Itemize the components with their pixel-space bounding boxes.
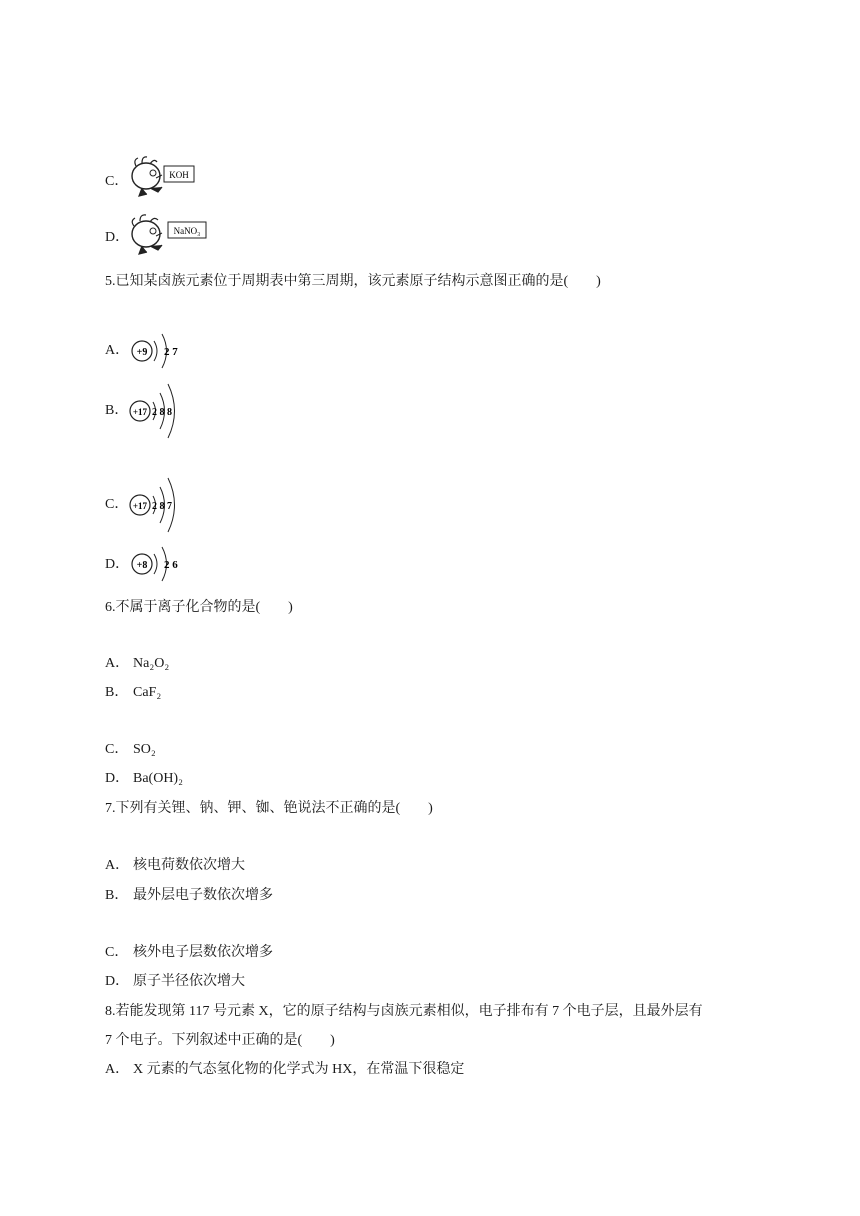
q7-option-a: A． 核电荷数依次增大	[105, 858, 245, 873]
q6-option-b: B． CaF₂	[105, 685, 162, 700]
svg-text:+17: +17	[132, 407, 148, 417]
q5-option-b: B．	[105, 403, 129, 418]
q5-option-c: C．	[105, 497, 129, 512]
q7-stem: 7.下列有关锂、钠、钾、铷、铯说法不正确的是( )	[105, 801, 433, 816]
q6-option-c: C． SO₂	[105, 742, 156, 757]
q7-option-b: B． 最外层电子数依次增多	[105, 888, 273, 903]
q4-option-d-illustration	[128, 212, 210, 263]
q5-option-b-diagram	[128, 380, 188, 447]
q8-option-a: A． X 元素的气态氢化物的化学式为 HX，在常温下很稳定	[105, 1062, 465, 1077]
svg-text:2 6: 2 6	[164, 559, 178, 571]
q5-option-d-diagram	[128, 541, 188, 592]
q5-option-a: A．	[105, 343, 130, 358]
q5-option-d: D．	[105, 557, 130, 572]
q5-option-a-diagram	[128, 328, 188, 379]
q6-stem: 6.不属于离子化合物的是( )	[105, 600, 293, 615]
svg-text:+8: +8	[136, 560, 148, 571]
q4-option-c-illustration	[128, 154, 198, 205]
svg-text:+17: +17	[132, 501, 148, 511]
svg-text:2 8 7: 2 8 7	[152, 501, 172, 512]
q6-option-d: D． Ba(OH)₂	[105, 771, 183, 786]
q7-option-c: C． 核外电子层数依次增多	[105, 945, 273, 960]
option-letter: D．	[105, 230, 130, 245]
q8-stem-line1: 8.若能发现第 117 号元素 X，它的原子结构与卤族元素相似，电子排布有 7 个电子层，且最外层有	[105, 1004, 703, 1019]
q5-option-c-diagram	[128, 474, 188, 541]
q7-option-d: D． 原子半径依次增大	[105, 974, 245, 989]
svg-text:+9: +9	[136, 347, 148, 358]
q4-d-label: NaNO₃	[173, 226, 201, 236]
q5-stem: 5.已知某卤族元素位于周期表中第三周期，该元素原子结构示意图正确的是( )	[105, 274, 601, 289]
q6-option-a: A． Na₂O₂	[105, 656, 170, 671]
q4-c-label: KOH	[169, 170, 189, 180]
svg-text:2 7: 2 7	[164, 346, 178, 358]
option-letter: C．	[105, 174, 129, 189]
q8-stem-line2: 7 个电子。下列叙述中正确的是( )	[105, 1033, 335, 1048]
svg-text:2 8 8: 2 8 8	[152, 407, 172, 418]
